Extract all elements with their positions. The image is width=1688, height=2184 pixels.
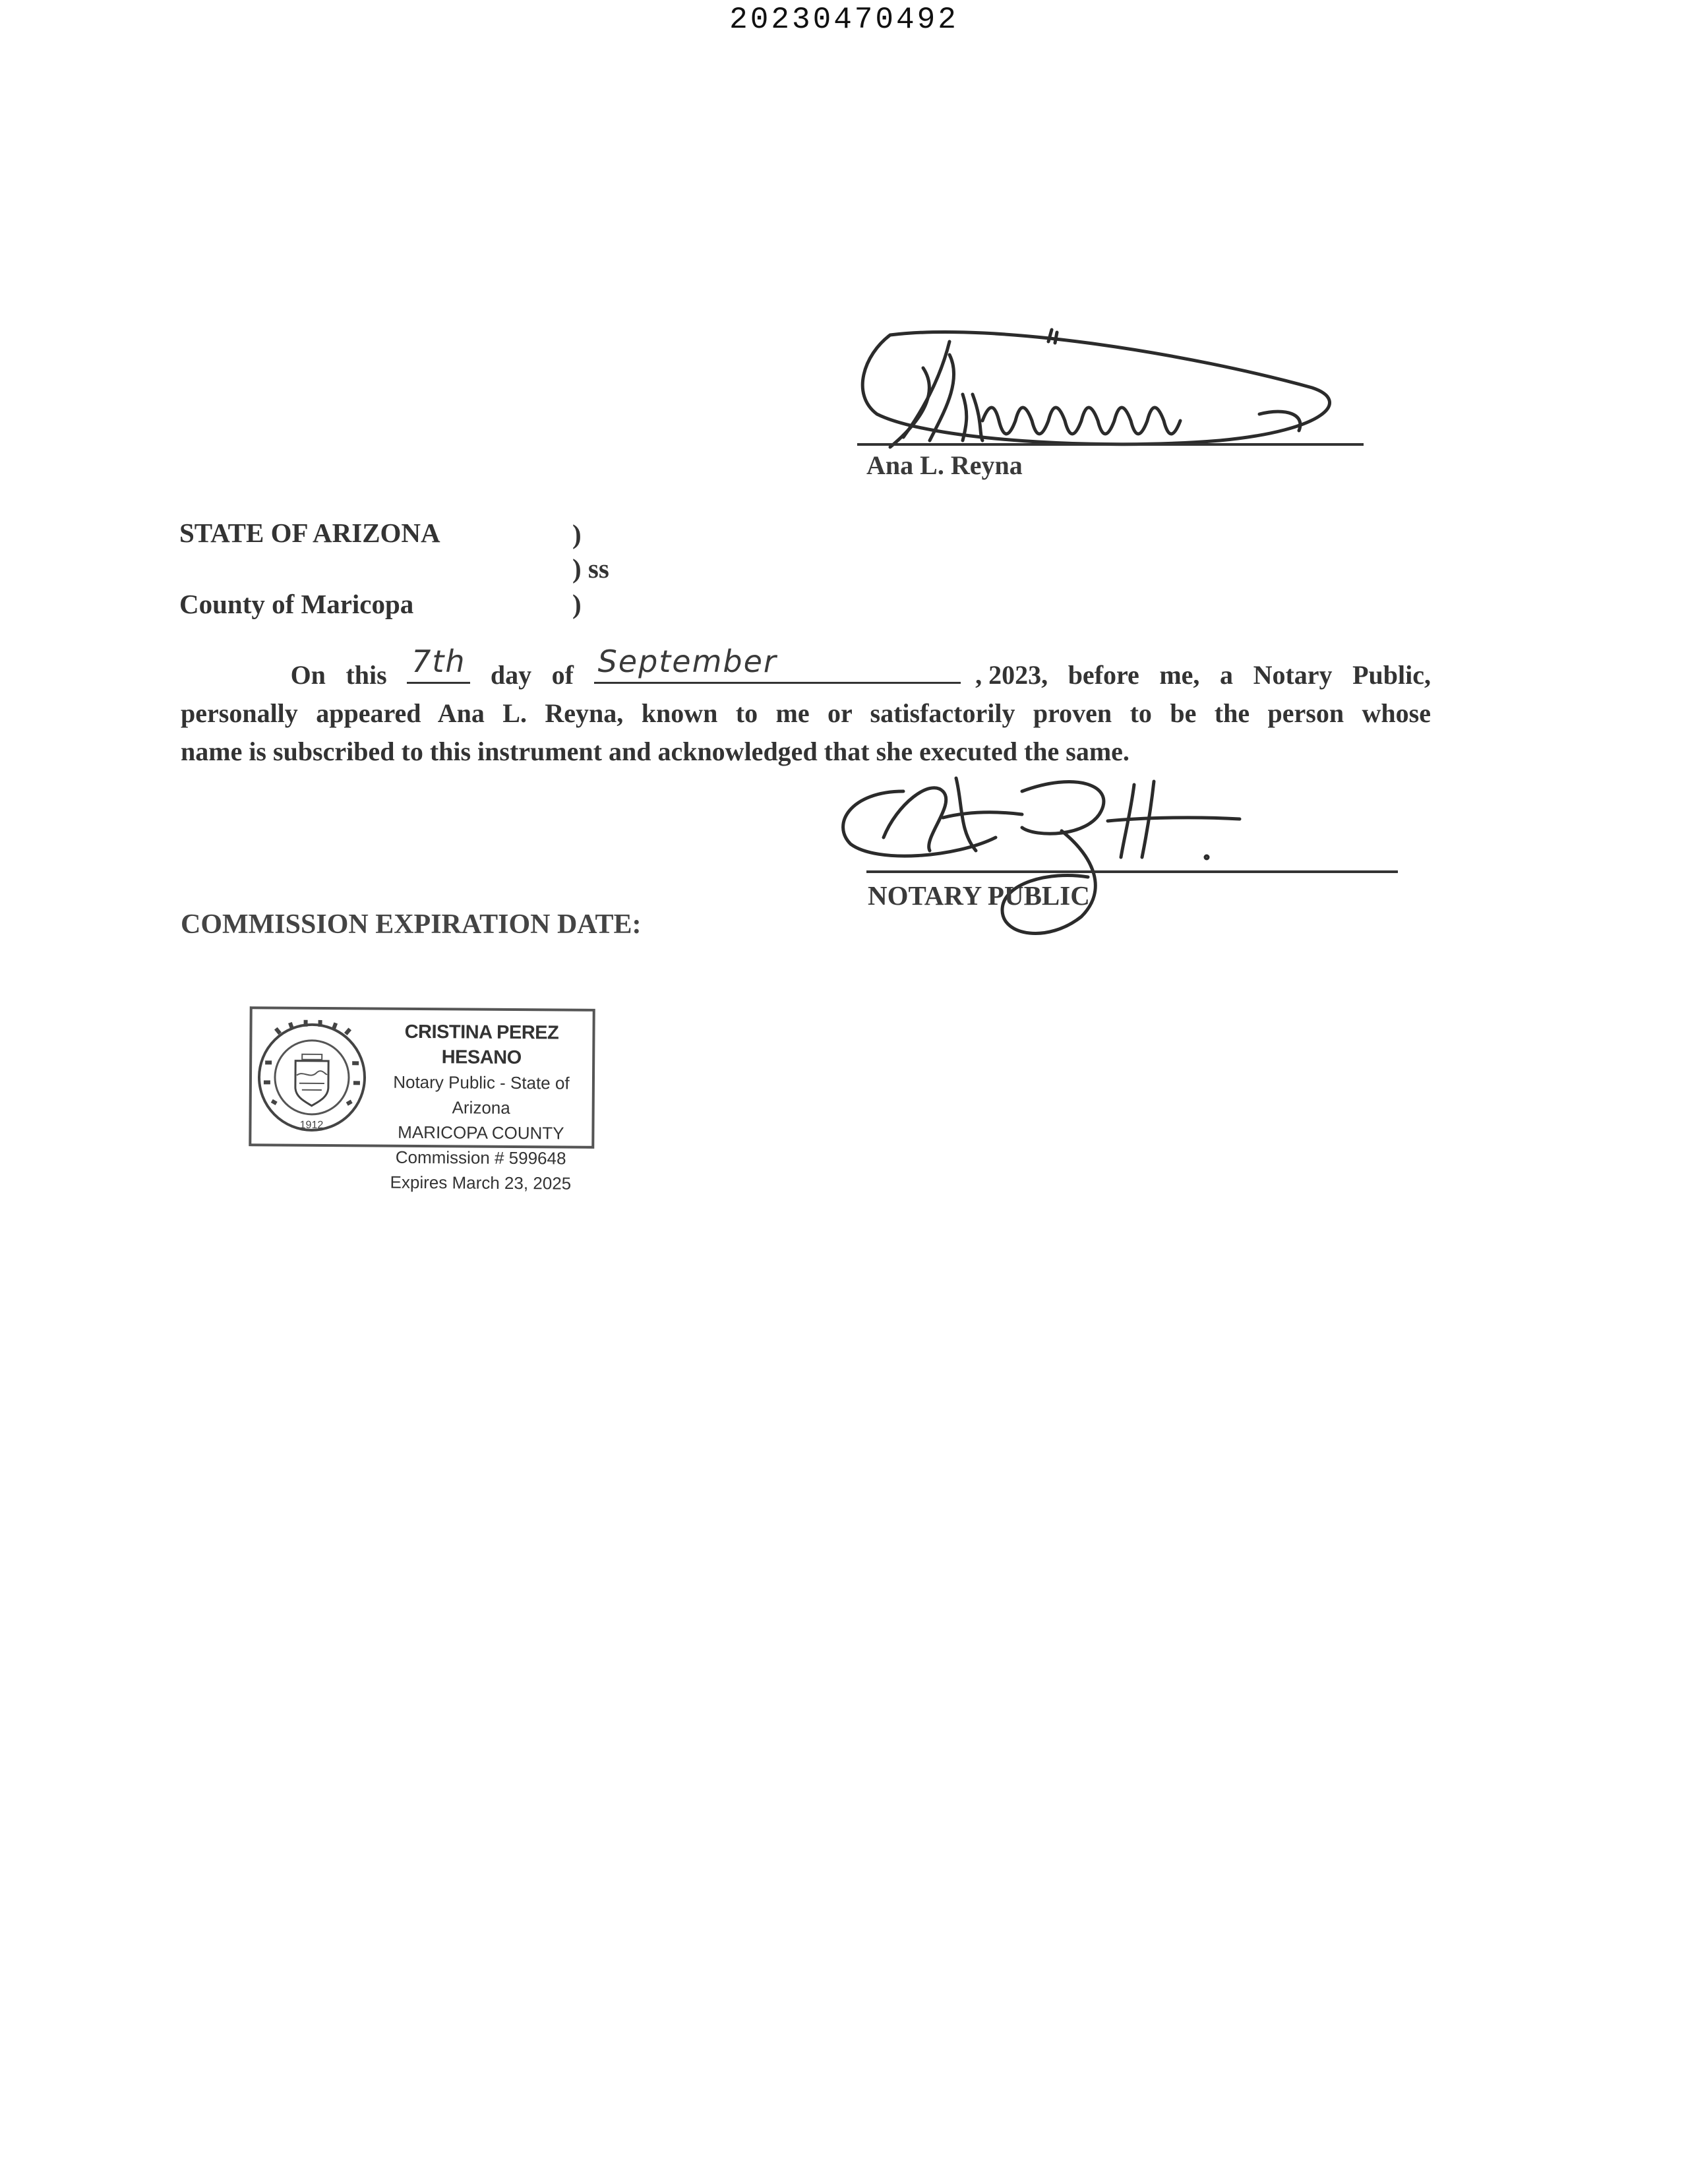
stamp-notary-role: Notary Public - State of Arizona bbox=[393, 1072, 570, 1118]
signer-signature bbox=[851, 315, 1378, 460]
ack-me: me, bbox=[1159, 660, 1200, 690]
stamp-commission-number: Commission # 599648 bbox=[395, 1147, 566, 1168]
month-blank bbox=[594, 644, 961, 684]
day-blank bbox=[407, 644, 470, 684]
acknowledgment-paragraph bbox=[181, 644, 1431, 771]
arizona-seal-icon bbox=[255, 1014, 368, 1140]
seal-year: 1912 bbox=[299, 1119, 324, 1131]
stamp-county: MARICOPA COUNTY bbox=[398, 1122, 564, 1143]
commission-expiration-label: COMMISSION EXPIRATION DATE: bbox=[181, 909, 642, 940]
venue-paren-top: ) bbox=[572, 519, 582, 549]
acknowledgment-line-3: name is subscribed to this instrument and acknowledged that she executed the same. bbox=[181, 737, 1130, 766]
ack-this: this bbox=[346, 660, 387, 690]
ack-public: Public, bbox=[1352, 660, 1431, 690]
document-number: 20230470492 bbox=[729, 3, 959, 37]
ack-of: of bbox=[551, 660, 574, 690]
signer-printed-name: Ana L. Reyna bbox=[866, 450, 1023, 480]
venue-state: STATE OF ARIZONA bbox=[179, 518, 440, 548]
notary-title: NOTARY PUBLIC bbox=[868, 880, 1090, 911]
acknowledgment-line-1 bbox=[181, 644, 1431, 694]
ack-on: On bbox=[290, 660, 326, 690]
day-handwritten: 7th bbox=[411, 644, 466, 679]
venue-ss: ) ss bbox=[572, 553, 609, 584]
venue-county: County of Maricopa bbox=[179, 589, 414, 619]
acknowledgment-line-2: personally appeared Ana L. Reyna, known to me or satisfactorily proven to be the person whose bbox=[181, 698, 1431, 728]
notary-signature-line bbox=[866, 870, 1398, 873]
notary-signature bbox=[824, 765, 1259, 950]
notary-stamp bbox=[249, 1006, 595, 1194]
stamp-text-block bbox=[370, 1019, 593, 1196]
ack-year: , 2023, bbox=[975, 660, 1048, 690]
ack-day: day bbox=[490, 660, 532, 690]
ack-before: before bbox=[1068, 660, 1139, 690]
stamp-notary-name: CRISTINA PEREZ HESANO bbox=[404, 1021, 559, 1069]
stamp-expiration: Expires March 23, 2025 bbox=[390, 1172, 572, 1194]
ack-a: a bbox=[1220, 660, 1233, 690]
signer-signature-line bbox=[857, 443, 1364, 446]
venue-paren-bottom: ) bbox=[572, 589, 582, 619]
month-handwritten: September bbox=[597, 644, 777, 679]
ack-notary: Notary bbox=[1253, 660, 1333, 690]
